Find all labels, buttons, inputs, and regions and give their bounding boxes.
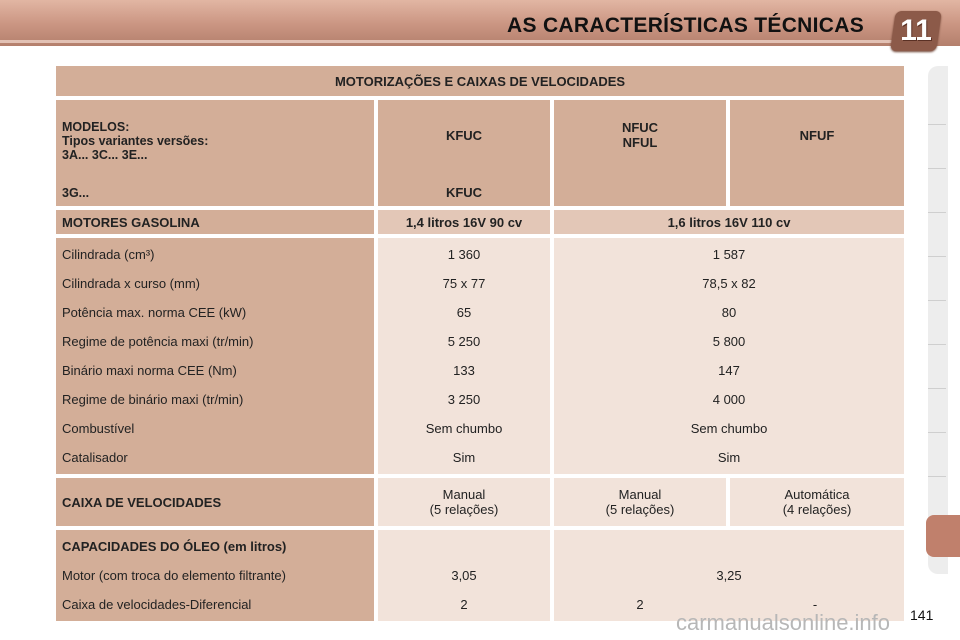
active-chapter-tab[interactable]: [926, 515, 960, 557]
spec-value: 75 x 77: [442, 276, 486, 291]
oil-value: 3,25: [716, 568, 742, 583]
spec-value: 1 360: [447, 247, 481, 262]
spec-label: Cilindrada (cm³): [62, 247, 155, 262]
oil-labels: [56, 530, 374, 621]
oil-row-label: Caixa de velocidades-Diferencial: [62, 597, 252, 612]
spec-values-1-6: [554, 238, 904, 474]
tab-divider: [928, 300, 946, 301]
spec-value: 5 800: [712, 334, 746, 349]
spec-value: 4 000: [712, 392, 746, 407]
engine-1-4: 1,4 litros 16V 90 cv: [378, 210, 550, 234]
spec-label: Binário maxi norma CEE (Nm): [62, 363, 237, 378]
version-3g-label: 3G...: [62, 186, 90, 200]
table-title: MOTORIZAÇÕES E CAIXAS DE VELOCIDADES: [56, 66, 904, 96]
variants-label: Tipos variantes versões:: [62, 134, 209, 148]
spec-value: Sem chumbo: [690, 421, 768, 436]
chapter-tabs: [928, 66, 948, 574]
models-label-cell: [56, 100, 374, 206]
tab-divider: [928, 124, 946, 125]
oil-value: 3,05: [451, 568, 477, 583]
tab-divider: [928, 432, 946, 433]
gearbox-type: Automática: [784, 487, 850, 502]
oil-label: CAPACIDADES DO ÓLEO (em litros): [62, 539, 287, 554]
tab-divider: [928, 476, 946, 477]
tab-divider: [928, 168, 946, 169]
model-kfuc-3g: KFUC: [445, 185, 483, 200]
tab-divider: [928, 388, 946, 389]
page-title: AS CARACTERÍSTICAS TÉCNICAS: [507, 14, 864, 37]
spec-value: 5 250: [447, 334, 481, 349]
gearbox-ratios: (5 relações): [605, 502, 675, 517]
oil-value: 2: [460, 597, 468, 612]
header-shine: [0, 40, 900, 43]
spec-label: Potência max. norma CEE (kW): [62, 305, 247, 320]
watermark: carmanualsonline.info: [676, 610, 891, 635]
oil-value: 2: [636, 597, 644, 612]
gearbox-type: Manual: [442, 487, 486, 502]
gearbox-col3: [730, 478, 904, 526]
gearbox-ratios: (4 relações): [782, 502, 852, 517]
versions-label: 3A... 3C... 3E...: [62, 148, 148, 162]
tab-divider: [928, 344, 946, 345]
oil-spacer: [384, 532, 544, 561]
spec-label: Regime de potência maxi (tr/min): [62, 334, 254, 349]
gearbox-type: Manual: [618, 487, 662, 502]
spec-label: Combustível: [62, 421, 135, 436]
specs-table: [52, 62, 908, 625]
model-nful: NFUL: [622, 135, 658, 150]
models-label: MODELOS:: [62, 120, 130, 134]
oil-value: -: [812, 597, 818, 612]
spec-value: 147: [718, 363, 740, 378]
spec-value: 80: [721, 305, 737, 320]
spec-value: 3 250: [447, 392, 481, 407]
oil-values-1-4: [378, 530, 550, 621]
gearbox-ratios: (5 relações): [429, 502, 499, 517]
oil-row-label: Motor (com troca do elemento filtrante): [62, 568, 286, 583]
model-col3: [730, 100, 904, 206]
model-nfuf: NFUF: [799, 128, 835, 143]
tab-divider: [928, 256, 946, 257]
model-nfuc: NFUC: [621, 120, 659, 135]
page-number: 141: [910, 607, 934, 623]
model-col1: [378, 100, 550, 206]
model-col2: [554, 100, 726, 206]
spec-values-1-4: [378, 238, 550, 474]
chapter-badge: [890, 11, 942, 51]
engine-1-6: 1,6 litros 16V 110 cv: [554, 210, 904, 234]
chapter-number: 11: [900, 14, 932, 47]
tab-divider: [928, 212, 946, 213]
model-kfuc: KFUC: [445, 128, 483, 143]
spec-value: Sim: [717, 450, 741, 465]
spec-label: Regime de binário maxi (tr/min): [62, 392, 244, 407]
spec-labels: [56, 238, 374, 474]
spec-value: 65: [456, 305, 472, 320]
oil-spacer: [554, 532, 904, 561]
spec-value: 133: [453, 363, 475, 378]
engines-label: MOTORES GASOLINA: [56, 210, 374, 234]
spec-value: 1 587: [712, 247, 746, 262]
gearbox-col2: [554, 478, 726, 526]
spec-label: Cilindrada x curso (mm): [62, 276, 200, 291]
spec-value: Sem chumbo: [425, 421, 503, 436]
spec-label: Catalisador: [62, 450, 128, 465]
gearbox-col1: [378, 478, 550, 526]
gearbox-label: CAIXA DE VELOCIDADES: [56, 478, 374, 526]
oil-values-1-6: [554, 530, 904, 621]
spec-value: Sim: [452, 450, 476, 465]
spec-value: 78,5 x 82: [702, 276, 756, 291]
page-header: [0, 0, 960, 46]
